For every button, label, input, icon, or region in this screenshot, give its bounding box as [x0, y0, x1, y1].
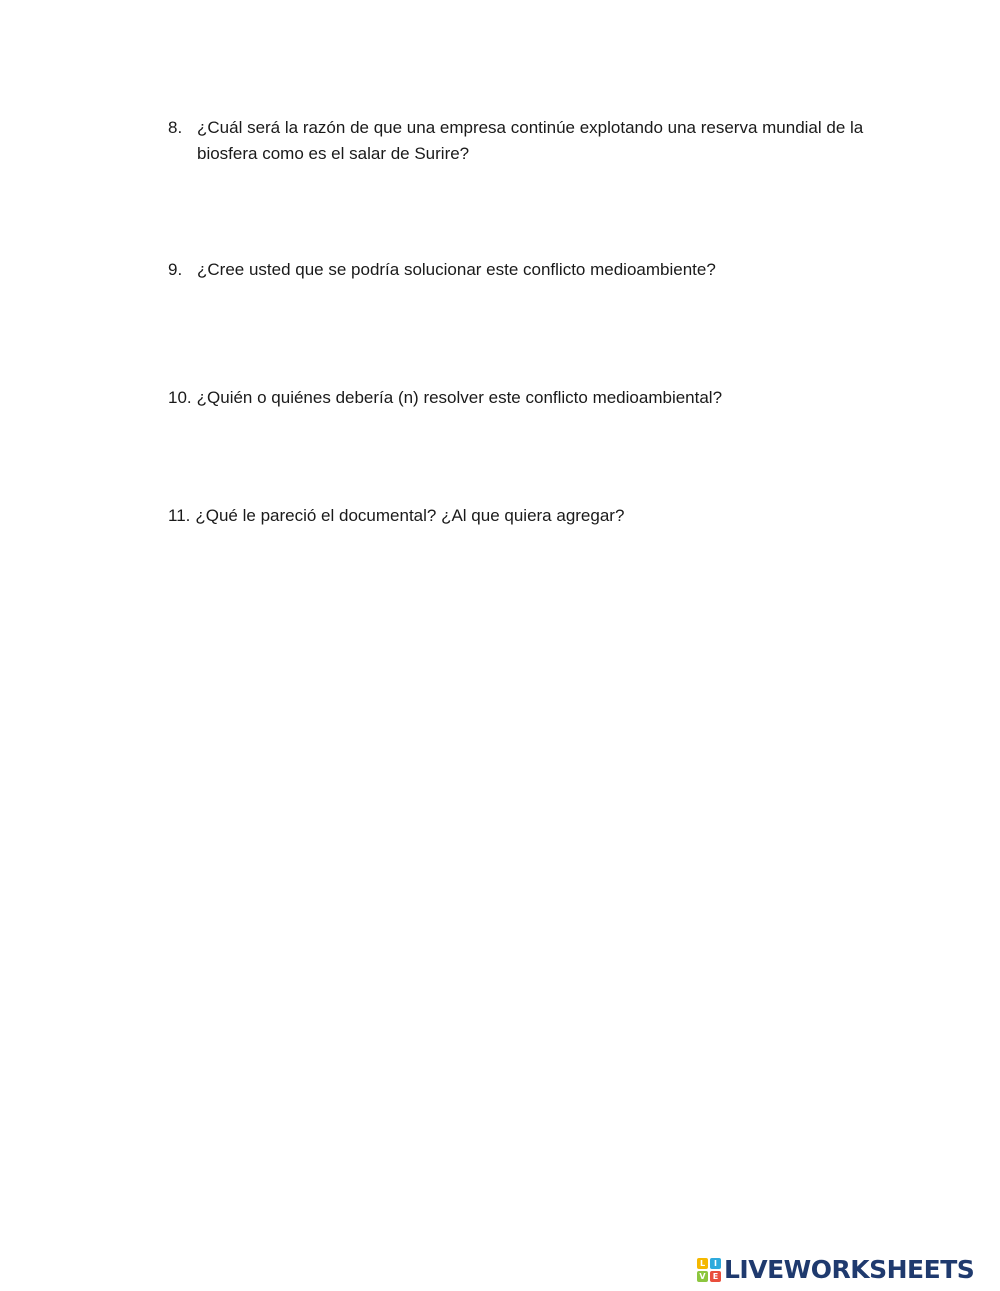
question-9: [168, 257, 888, 283]
logo-letter-e: E: [710, 1271, 721, 1282]
question-number: 9.: [168, 260, 183, 279]
logo-letter-i: I: [710, 1258, 721, 1269]
question-text: ¿Quién o quiénes debería (n) resolver este conflicto medioambiental?: [196, 388, 723, 407]
question-11: [168, 503, 888, 529]
logo-mark-icon: [697, 1258, 721, 1282]
question-text: ¿Cree usted que se podría solucionar este conflicto medioambiente?: [197, 260, 716, 279]
question-number: 8.: [168, 118, 183, 137]
question-8: [168, 115, 888, 167]
question-10: [168, 385, 888, 411]
logo-letter-v: V: [697, 1271, 708, 1282]
logo-letter-l: L: [697, 1258, 708, 1269]
question-text: ¿Cuál será la razón de que una empresa continúe explotando una reserva mundial de la biosfera como es el salar de Surire?: [197, 118, 864, 163]
liveworksheets-logo: [697, 1256, 974, 1284]
question-number: 11.: [168, 506, 191, 525]
logo-text: LIVEWORKSHEETS: [724, 1255, 975, 1284]
question-text: ¿Qué le pareció el documental? ¿Al que quiera agregar?: [195, 506, 625, 525]
question-number: 10.: [168, 388, 192, 407]
